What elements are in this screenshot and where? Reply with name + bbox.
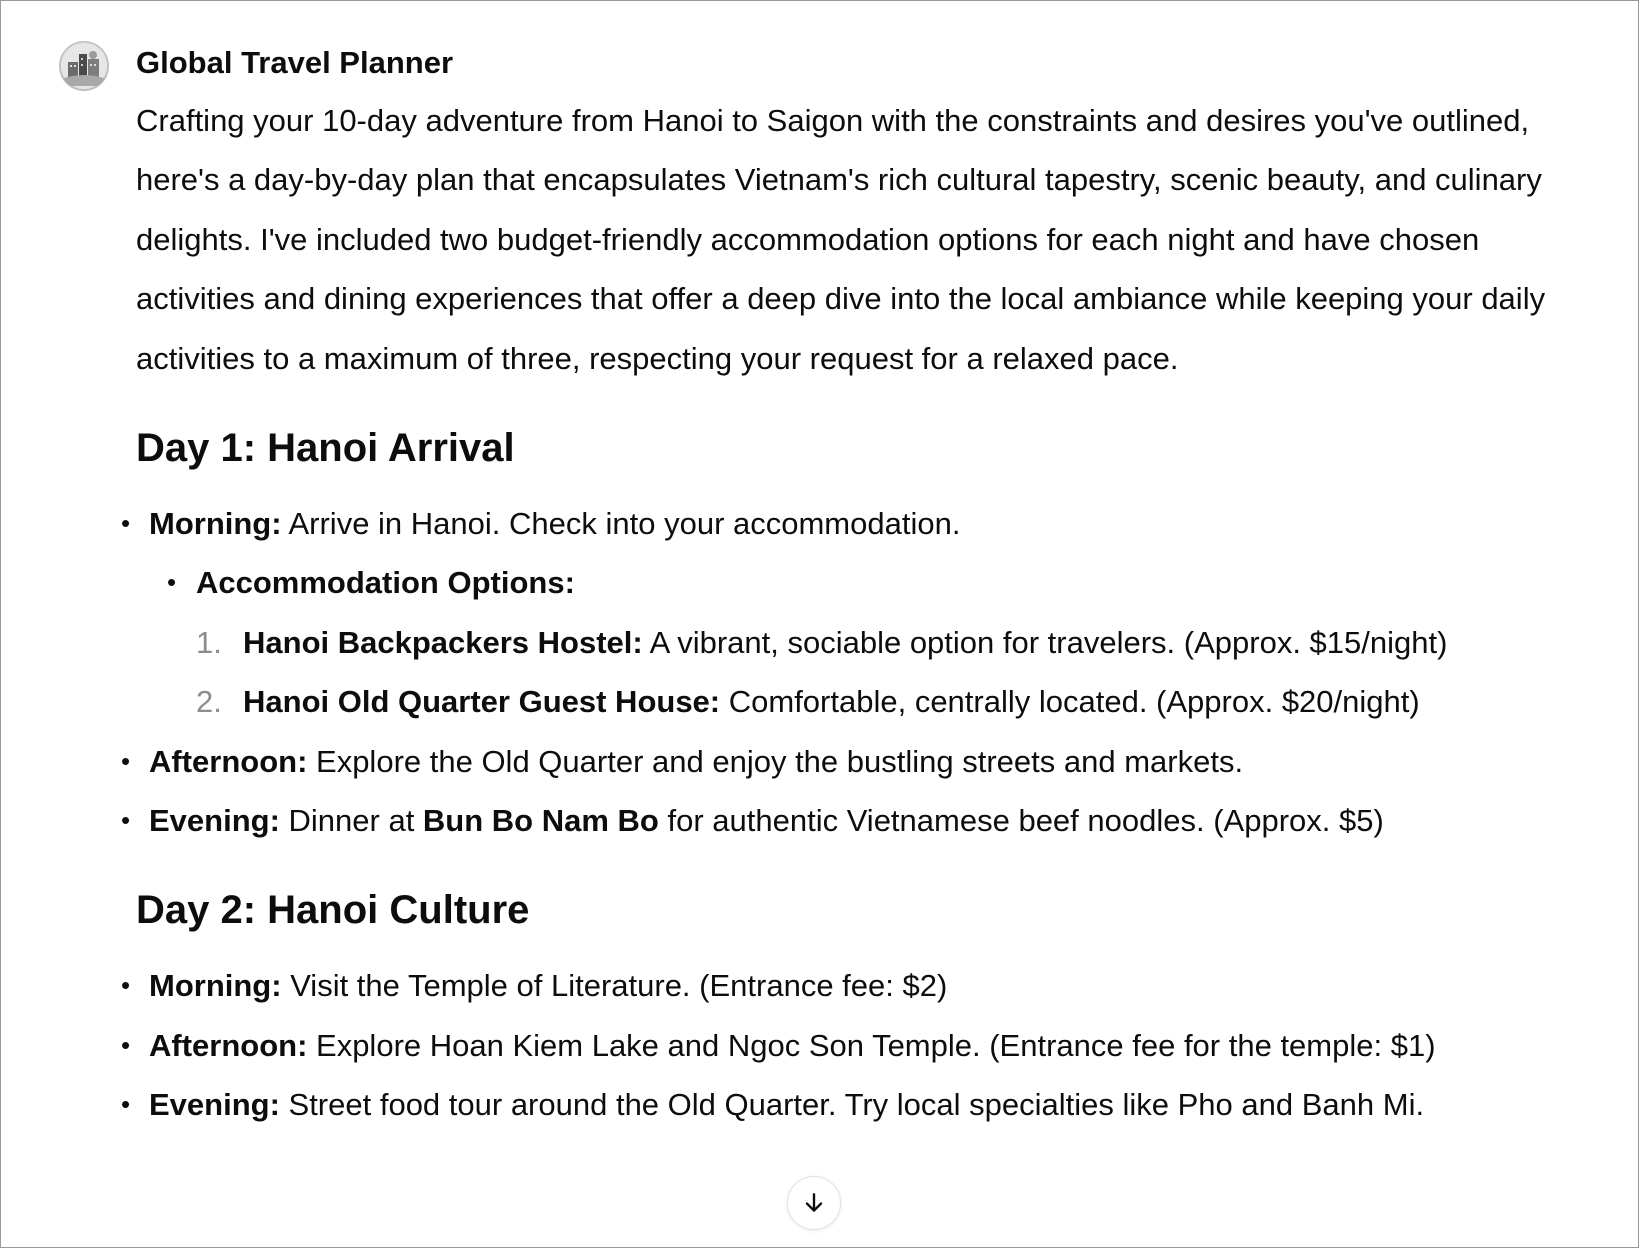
bullet: • xyxy=(121,805,131,836)
list-item xyxy=(121,956,1606,1015)
list-item xyxy=(121,1075,1606,1134)
list-number: 1. xyxy=(196,624,222,660)
item-text: Explore the Old Quarter and enjoy the bustling streets and markets. xyxy=(307,743,1244,779)
item-label: Afternoon: xyxy=(149,1027,308,1063)
item-label: Evening: xyxy=(149,1087,280,1123)
list-item xyxy=(121,791,1606,850)
globe-travel-avatar-icon[interactable] xyxy=(59,41,109,91)
list-item xyxy=(136,553,1606,612)
item-label: Morning: xyxy=(149,968,282,1004)
arrow-down-icon xyxy=(801,1190,827,1216)
day2-heading: Day 2: Hanoi Culture xyxy=(136,888,530,933)
list-item xyxy=(121,494,1606,553)
item-label: Hanoi Old Quarter Guest House: xyxy=(243,684,721,720)
bullet: • xyxy=(167,567,177,598)
day1-heading: Day 1: Hanoi Arrival xyxy=(136,426,515,471)
list-item xyxy=(121,1016,1606,1075)
item-label: Hanoi Backpackers Hostel: xyxy=(243,624,643,660)
item-label: Morning: xyxy=(149,506,282,542)
list-item xyxy=(136,613,1606,672)
item-text: Arrive in Hanoi. Check into your accommodation. xyxy=(281,506,961,542)
item-text: Comfortable, centrally located. (Approx. $20/night) xyxy=(720,684,1420,720)
item-label: Accommodation Options: xyxy=(196,565,575,601)
item-text: Explore Hoan Kiem Lake and Ngoc Son Temple. (Entrance fee for the temple: $1) xyxy=(307,1027,1436,1063)
item-text: for authentic Vietnamese beef noodles. (Approx. $5) xyxy=(658,803,1384,839)
list-item xyxy=(121,732,1606,791)
bullet: • xyxy=(121,508,131,539)
day2-list xyxy=(121,956,1606,1134)
list-item xyxy=(136,672,1606,731)
restaurant-name: Bun Bo Nam Bo xyxy=(422,803,659,839)
bullet: • xyxy=(121,1029,131,1060)
author-name: Global Travel Planner xyxy=(136,45,454,80)
bullet: • xyxy=(121,745,131,776)
bullet: • xyxy=(121,1089,131,1120)
intro-paragraph: Crafting your 10-day adventure from Hanoi to Saigon with the constraints and desires you've outlined, here's a day-by-day plan that encapsulates Vietnam's rich cultural tapestry, scenic beauty, and culinary delights. I've included two budget-friendly accommodation options for each night and have chosen activities and dining experiences that offer a deep dive into the local ambiance while keeping your daily activities to a maximum of three, respecting your request for a relaxed pace. xyxy=(136,103,1546,376)
message-body xyxy=(121,91,1606,1135)
item-text: Dinner at xyxy=(279,803,423,839)
bullet: • xyxy=(121,970,131,1001)
scroll-to-bottom-button[interactable] xyxy=(787,1176,841,1230)
day1-list xyxy=(121,494,1606,850)
item-label: Evening: xyxy=(149,803,280,839)
item-text: Visit the Temple of Literature. (Entrance fee: $2) xyxy=(281,968,948,1004)
item-label: Afternoon: xyxy=(149,743,308,779)
item-text: Street food tour around the Old Quarter. Try local specialties like Pho and Banh Mi. xyxy=(279,1087,1425,1123)
item-text: A vibrant, sociable option for travelers. (Approx. $15/night) xyxy=(642,624,1448,660)
list-number: 2. xyxy=(196,684,222,720)
